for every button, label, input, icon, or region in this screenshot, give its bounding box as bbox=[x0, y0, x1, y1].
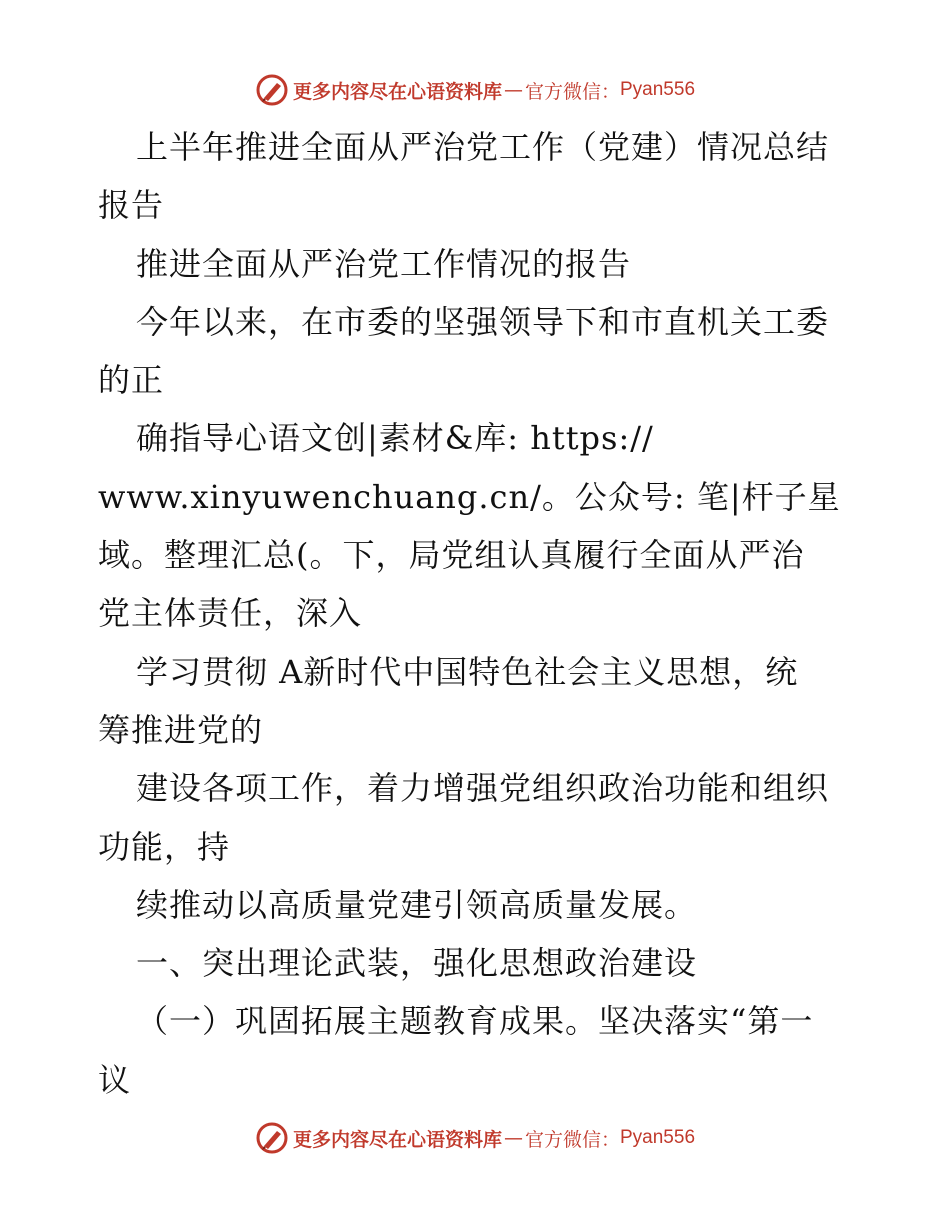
paragraph-line: 续推动以高质量党建引领高质量发展。 bbox=[136, 885, 698, 924]
section-heading: 一、突出理论武装，强化思想政治建设 bbox=[136, 944, 698, 983]
banner-separator: — bbox=[503, 79, 523, 101]
document-body bbox=[98, 118, 858, 1109]
banner-lead-text: 更多内容尽在心语资料库 bbox=[292, 80, 502, 103]
paragraph-line: 的正 bbox=[98, 361, 165, 400]
paragraph-line: www.xinyuwenchuang.cn/。公众号: 笔|杆子星 bbox=[98, 477, 841, 516]
paragraph-line: 议 bbox=[98, 1060, 132, 1099]
paragraph-line: 域。整理汇总(。下，局党组认真履行全面从严治 bbox=[98, 536, 805, 575]
paragraph-line: 功能，持 bbox=[98, 827, 231, 866]
document-title-line-1: 上半年推进全面从严治党工作（党建）情况总结 bbox=[136, 128, 830, 166]
paragraph-line: 建设各项工作，着力增强党组织政治功能和组织 bbox=[136, 769, 830, 808]
banner-wechat-label: 官方微信： bbox=[524, 1128, 620, 1151]
subsection-line: （一）巩固拓展主题教育成果。坚决落实“第一 bbox=[136, 1002, 814, 1041]
paragraph-line: 学习贯彻 A新时代中国特色社会主义思想，统 bbox=[136, 652, 799, 691]
paragraph-line: 今年以来，在市委的坚强领导下和市直机关工委 bbox=[136, 302, 830, 341]
banner-wechat-label: 官方微信： bbox=[524, 80, 620, 103]
document-title-line-2: 报告 bbox=[98, 186, 165, 225]
banner-wechat-id: Pyan556 bbox=[620, 1127, 696, 1148]
footer-watermark-banner bbox=[0, 1118, 950, 1158]
banner-separator: — bbox=[503, 1127, 523, 1149]
banner-lead-text: 更多内容尽在心语资料库 bbox=[292, 1128, 502, 1151]
pen-logo-icon bbox=[255, 73, 289, 107]
pen-logo-icon bbox=[255, 1121, 289, 1155]
paragraph-line: 确指导心语文创|素材&库: https:// bbox=[136, 419, 654, 458]
document-subtitle: 推进全面从严治党工作情况的报告 bbox=[136, 244, 632, 283]
banner-wechat-id: Pyan556 bbox=[620, 79, 696, 100]
paragraph-line: 筹推进党的 bbox=[98, 710, 264, 749]
header-watermark-banner bbox=[0, 70, 950, 110]
paragraph-line: 党主体责任，深入 bbox=[98, 594, 363, 633]
